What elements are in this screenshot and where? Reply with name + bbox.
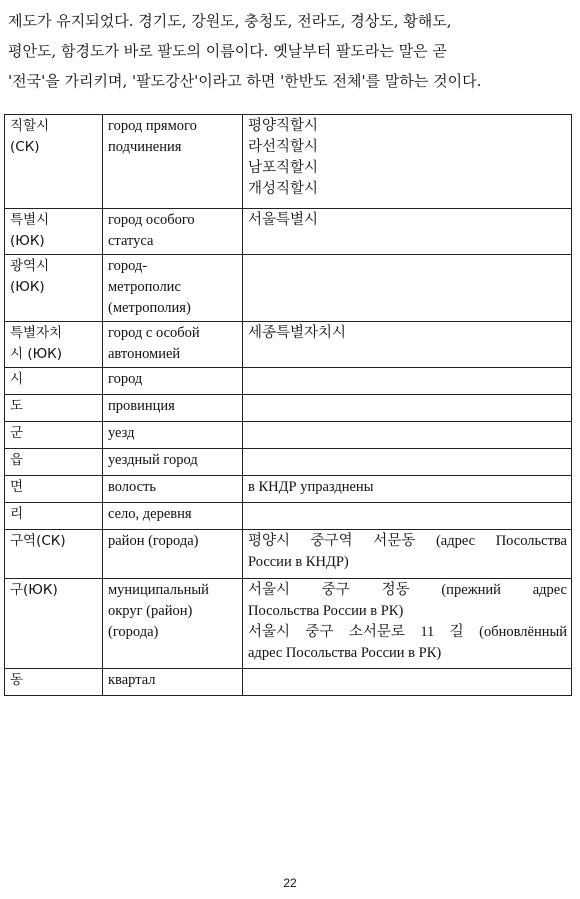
example-cell <box>243 322 572 368</box>
term-cell <box>5 449 103 476</box>
example-text: адрес Посольства России в РК) <box>248 645 442 661</box>
example-text: 서울시 중구 정동 (прежний адрес <box>248 582 567 598</box>
table-row <box>5 579 572 669</box>
term-text: 시 (ЮК) <box>10 346 63 362</box>
russian-text: (метрополия) <box>108 300 191 316</box>
table-row <box>5 115 572 209</box>
russian-text: квартал <box>108 672 156 688</box>
example-cell <box>243 422 572 449</box>
administrative-divisions-table <box>4 114 572 696</box>
russian-cell <box>103 322 243 368</box>
example-cell <box>243 115 572 209</box>
russian-text: подчинения <box>108 139 182 155</box>
russian-text: метрополис <box>108 279 181 295</box>
example-cell <box>243 255 572 322</box>
russian-cell <box>103 255 243 322</box>
example-cell <box>243 669 572 696</box>
example-cell <box>243 209 572 255</box>
russian-cell <box>103 669 243 696</box>
term-text: (ЮК) <box>10 279 45 295</box>
russian-cell <box>103 579 243 669</box>
table-row <box>5 422 572 449</box>
term-text: 직할시 <box>10 118 50 134</box>
intro-paragraph <box>8 6 574 96</box>
russian-cell <box>103 503 243 530</box>
russian-text: город с особой <box>108 325 200 341</box>
example-text: 서울특별시 <box>248 212 319 228</box>
russian-cell <box>103 422 243 449</box>
example-cell <box>243 476 572 503</box>
table-row <box>5 255 572 322</box>
russian-text: город- <box>108 258 148 274</box>
russian-cell <box>103 115 243 209</box>
paragraph-line: 제도가 유지되었다. 경기도, 강원도, 충청도, 전라도, 경상도, 황해도, <box>8 12 452 30</box>
term-cell <box>5 209 103 255</box>
russian-text: город прямого <box>108 118 197 134</box>
term-cell <box>5 476 103 503</box>
term-cell <box>5 579 103 669</box>
russian-text: (города) <box>108 624 159 640</box>
term-text: 리 <box>10 506 24 522</box>
term-cell <box>5 530 103 579</box>
term-cell <box>5 368 103 395</box>
example-text: 평양직할시 <box>248 118 319 134</box>
russian-text: провинция <box>108 398 175 414</box>
example-cell <box>243 503 572 530</box>
russian-cell <box>103 476 243 503</box>
term-text: 특별자치 <box>10 325 63 341</box>
term-text: 도 <box>10 398 24 414</box>
term-cell <box>5 422 103 449</box>
example-cell <box>243 395 572 422</box>
table-row <box>5 530 572 579</box>
russian-cell <box>103 530 243 579</box>
table-row <box>5 669 572 696</box>
table-row <box>5 449 572 476</box>
term-cell <box>5 115 103 209</box>
russian-cell <box>103 209 243 255</box>
example-text: 서울시 중구 소서문로 11 길 (обновлённый <box>248 624 567 640</box>
term-text: 구(ЮК) <box>10 582 58 598</box>
russian-cell <box>103 395 243 422</box>
term-text: (СК) <box>10 139 40 155</box>
paragraph-line: 평안도, 함경도가 바로 팔도의 이름이다. 옛날부터 팔도라는 말은 곧 <box>8 42 447 60</box>
example-text: России в КНДР) <box>248 554 349 570</box>
example-text: Посольства России в РК) <box>248 603 404 619</box>
russian-text: район (города) <box>108 533 199 549</box>
russian-text: округ (район) <box>108 603 193 619</box>
russian-cell <box>103 449 243 476</box>
russian-text: муниципальный <box>108 582 209 598</box>
example-cell <box>243 449 572 476</box>
russian-text: уездный город <box>108 452 198 468</box>
russian-text: село, деревня <box>108 506 192 522</box>
term-cell <box>5 503 103 530</box>
example-cell <box>243 530 572 579</box>
russian-text: город особого <box>108 212 195 228</box>
example-text: 라선직할시 <box>248 139 319 155</box>
table-row <box>5 476 572 503</box>
term-text: 군 <box>10 425 24 441</box>
russian-text: волость <box>108 479 157 495</box>
example-cell <box>243 368 572 395</box>
russian-text: статуса <box>108 233 154 249</box>
paragraph-line: '전국'을 가리키며, '팔도강산'이라고 하면 '한반도 전체'를 말하는 것이다. <box>8 72 482 90</box>
example-text: 개성직할시 <box>248 181 319 197</box>
term-text: 특별시 <box>10 212 50 228</box>
table-row <box>5 395 572 422</box>
term-cell <box>5 322 103 368</box>
example-cell <box>243 579 572 669</box>
example-text: в КНДР упразднены <box>248 479 374 495</box>
table-row <box>5 209 572 255</box>
term-text: 면 <box>10 479 24 495</box>
table-row <box>5 503 572 530</box>
example-text: 평양시 중구역 서문동 (адрес Посольства <box>248 533 567 549</box>
russian-text: уезд <box>108 425 135 441</box>
russian-text: автономией <box>108 346 181 362</box>
table-row <box>5 322 572 368</box>
page-number: 22 <box>283 876 297 890</box>
term-text: 광역시 <box>10 258 50 274</box>
term-text: (ЮК) <box>10 233 45 249</box>
term-cell <box>5 255 103 322</box>
term-text: 구역(СК) <box>10 533 66 549</box>
russian-text: город <box>108 371 143 387</box>
example-text: 남포직할시 <box>248 160 319 176</box>
term-cell <box>5 669 103 696</box>
term-text: 시 <box>10 371 24 387</box>
table-row <box>5 368 572 395</box>
term-text: 동 <box>10 672 24 688</box>
example-text: 세종특별자치시 <box>248 325 347 341</box>
russian-cell <box>103 368 243 395</box>
term-cell <box>5 395 103 422</box>
term-text: 읍 <box>10 452 24 468</box>
